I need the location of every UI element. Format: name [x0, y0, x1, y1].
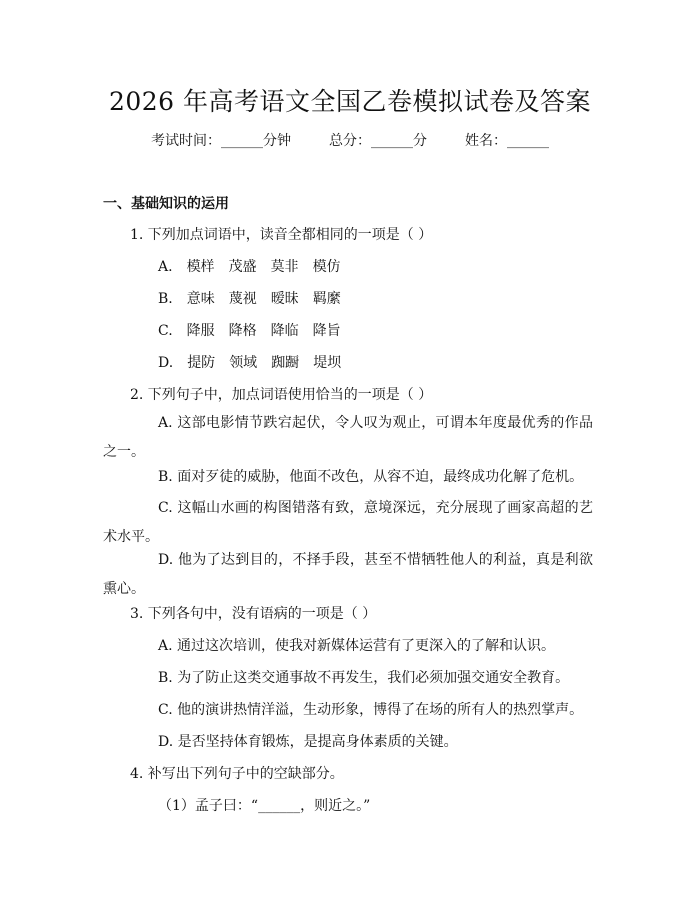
question-1: 1. 下列加点词语中，读音全都相同的一项是（ ） [130, 227, 433, 243]
question-4: 4. 补写出下列句子中的空缺部分。 [130, 766, 344, 782]
question-2: 2. 下列句子中，加点词语使用恰当的一项是（ ） [130, 387, 433, 403]
q3-option-a: A. 通过这次培训，使我对新媒体运营有了更深入的了解和认识。 [158, 638, 556, 654]
q2-option-d: D. 他为了达到目的，不择手段，甚至不惜牺牲他人的利益，真是利欲熏心。 [103, 552, 593, 597]
page-title: 2026 年高考语文全国乙卷模拟试卷及答案 [108, 87, 592, 116]
exam-score: 总分：______分 [329, 133, 427, 149]
q3-option-b: B. 为了防止这类交通事故不再发生，我们必须加强交通安全教育。 [158, 670, 570, 686]
question-3: 3. 下列各句中，没有语病的一项是（ ） [130, 606, 377, 622]
q1-option-c: C. 降服 降格 降临 降旨 [158, 323, 341, 339]
section-heading: 一、基础知识的运用 [103, 196, 229, 212]
q3-option-c: C. 他的演讲热情洋溢，生动形象，博得了在场的所有人的热烈掌声。 [158, 702, 584, 718]
exam-meta [0, 130, 700, 150]
q1-option-d: D. 提防 领域 踟蹰 堤坝 [158, 355, 342, 371]
q4-sub-1: （1）孟子曰：“______，则近之。” [158, 798, 371, 814]
q2-option-b: B. 面对歹徒的威胁，他面不改色，从容不迫，最终成功化解了危机。 [158, 469, 584, 485]
q2-option-c: C. 这幅山水画的构图错落有致，意境深远，充分展现了画家高超的艺术水平。 [103, 500, 593, 545]
q1-option-a: A. 模样 茂盛 莫非 模仿 [158, 259, 341, 275]
q3-option-d: D. 是否坚持体育锻炼，是提高身体素质的关键。 [158, 734, 458, 750]
exam-time: 考试时间：______分钟 [151, 133, 291, 149]
q1-option-b: B. 意味 蔑视 暧昧 羁縻 [158, 291, 341, 307]
q2-option-a: A. 这部电影情节跌宕起伏，令人叹为观止，可谓本年度最优秀的作品之一。 [103, 415, 593, 460]
exam-name: 姓名：______ [465, 133, 549, 149]
